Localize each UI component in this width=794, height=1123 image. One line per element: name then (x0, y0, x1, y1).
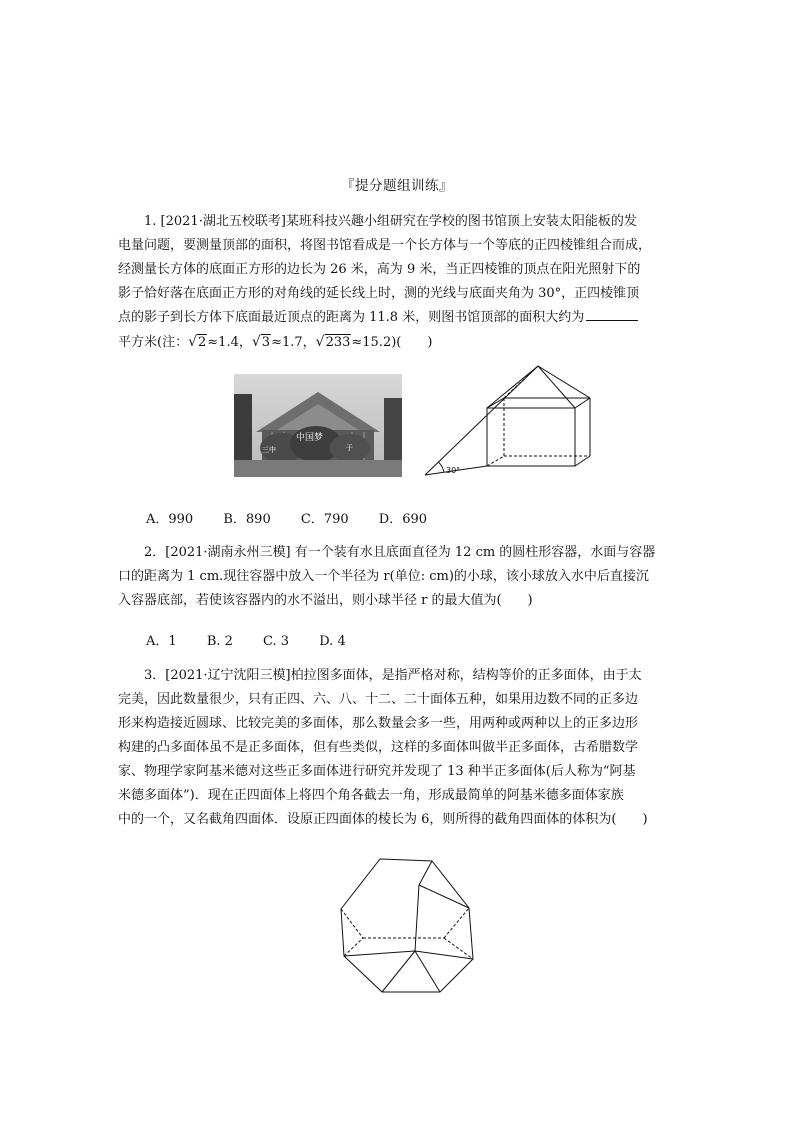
option-a[interactable]: A．990 (146, 512, 194, 527)
q1-line: 1. [2021·湖北五校联考]某班科技兴趣小组研究在学校的图书馆顶上安装太阳能板的发 (144, 214, 637, 229)
q2-line: 入容器底部，若使该容器内的水不溢出，则小球半径 r 的最大值为( ) (118, 593, 533, 608)
q3-line: 中的一个，又名截角四面体．设原正四面体的棱长为 6，则所得的截角四面体的体积为( ) (118, 812, 648, 827)
truncated-tetrahedron-figure (336, 856, 476, 998)
q3-line: 家、物理学家阿基米德对这些正多面体进行研究并发现了 13 种半正多面体(后人称为“阿基 (118, 764, 636, 779)
photo-text: 三中 (262, 446, 276, 454)
option-b[interactable]: B．890 (223, 512, 271, 527)
q2-line: 口的距离为 1 cm.现往容器中放入一个半径为 r(单位: cm)的小球，该小球放入水中后直接沉 (118, 569, 649, 584)
question-3-text (118, 664, 674, 832)
q1-line: 影子恰好落在底面正方形的对角线的延长线上时，测的光线与底面夹角为 30°，正四棱锥顶 (118, 286, 640, 301)
section-title: 『提分题组训练』 (341, 178, 453, 194)
question-2-text (118, 541, 674, 613)
q2-line: 2．[2021·湖南永州三模] 有一个装有水且底面直径为 12 cm 的圆柱形容器，水面与容器 (144, 545, 656, 560)
q1-line: 电量问题，要测量顶部的面积，将图书馆看成是一个长方体与一个等底的正四棱锥组合而成， (118, 238, 652, 253)
answer-blank (586, 307, 638, 321)
q1-line: 经测量长方体的底面正方形的边长为 26 米，高为 9 米，当正四棱锥的顶点在阳光照射下的 (118, 262, 641, 277)
option-d[interactable]: D. 4 (319, 634, 346, 649)
angle-label: 30° (446, 466, 461, 475)
library-photo (234, 374, 402, 477)
option-b[interactable]: B. 2 (206, 634, 233, 649)
photo-text: 中国梦 (296, 433, 324, 443)
option-d[interactable]: D．690 (378, 512, 428, 527)
q3-line: 3．[2021·辽宁沈阳三模]柏拉图多面体，是指严格对称，结构等价的正多面体，由于太 (144, 668, 642, 683)
q1-options (146, 508, 453, 527)
photo-text: 于 (346, 444, 353, 452)
q3-line: 米德多面体”)．现在正四面体上将四个角各截去一角，形成最简单的阿基米德多面体家族 (118, 788, 624, 803)
question-1-text (118, 210, 674, 355)
option-a[interactable]: A．1 (146, 634, 177, 649)
option-c[interactable]: C．790 (300, 512, 349, 527)
sqrt-3: √3 (251, 334, 271, 350)
q2-options (146, 630, 372, 649)
sqrt-233: √233 (315, 334, 351, 350)
option-c[interactable]: C. 3 (263, 634, 290, 649)
q3-line: 形来构造接近圆球、比较完美的多面体，那么数量会多一些，用两种或两种以上的正多边形 (118, 716, 639, 731)
building-geometry-figure (420, 362, 620, 480)
library-photo-illustration (234, 374, 402, 477)
q1-line-with-blank: 点的影子到长方体下底面最近顶点的距离为 11.8 米，则图书馆顶部的面积大约为 (118, 306, 674, 330)
q1-note-line: 平方米(注：√2≈1.4，√3≈1.7，√233≈15.2)( ) (118, 330, 674, 355)
q3-line: 完美，因此数量很少，只有正四、六、八、十二、二十面体五种，如果用边数不同的正多边 (118, 692, 639, 707)
sqrt-2: √2 (188, 334, 207, 350)
q3-line: 构建的凸多面体虽不是正多面体，但有些类似，这样的多面体叫做半正多面体，古希腊数学 (118, 740, 639, 755)
